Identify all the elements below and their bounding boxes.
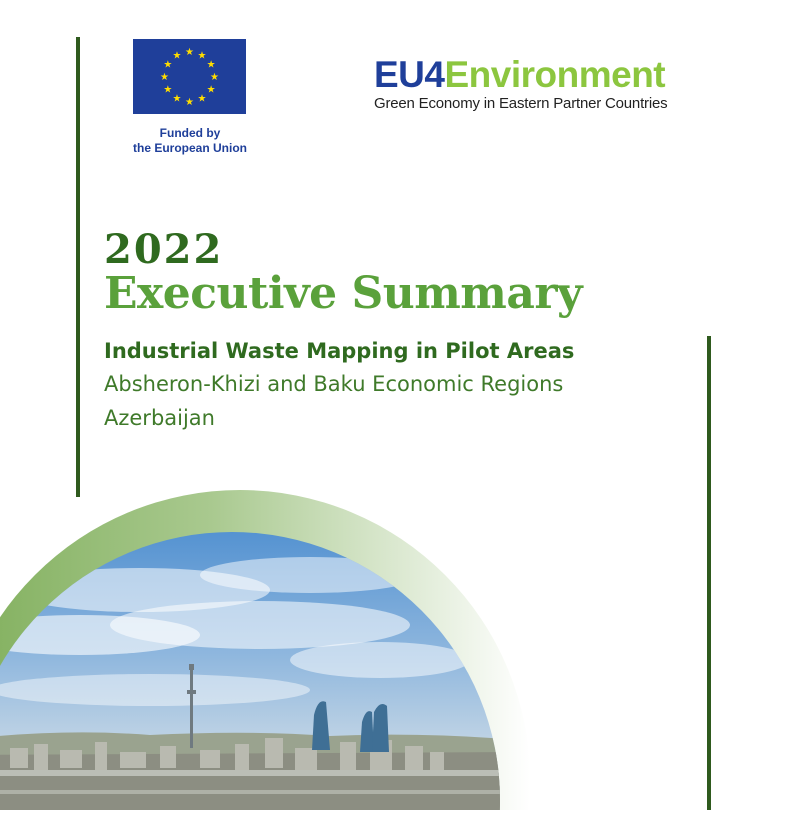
eu-star-icon: ★ (160, 72, 169, 83)
eu-star-icon: ★ (163, 84, 173, 96)
logo-suffix: Environment (444, 54, 666, 95)
report-title: Executive Summary (104, 268, 583, 319)
eu-star-icon: ★ (185, 47, 194, 58)
report-subtitle: Industrial Waste Mapping in Pilot Areas (104, 339, 575, 363)
funded-by-eu-label (120, 126, 260, 156)
region-line-2: Azerbaijan (104, 406, 215, 430)
eu-star-icon: ★ (197, 50, 207, 62)
funded-line-2: the European Union (133, 141, 247, 155)
green-arc-decoration (0, 490, 530, 810)
eu4environment-logo (374, 55, 667, 112)
sky (0, 520, 520, 810)
logo-tagline: Green Economy in Eastern Partner Countries (374, 95, 668, 112)
eu-star-icon: ★ (163, 59, 173, 71)
eu-star-icon: ★ (172, 93, 182, 105)
left-divider-line (76, 37, 80, 497)
eu4environment-wordmark (374, 55, 667, 95)
eu-star-icon: ★ (206, 84, 216, 96)
eu-star-icon: ★ (185, 97, 194, 108)
eu-star-icon: ★ (197, 93, 207, 105)
eu-flag-icon (133, 39, 246, 114)
eu-star-icon: ★ (206, 59, 216, 71)
funded-line-1: Funded by (159, 126, 221, 140)
logo-prefix: EU4 (374, 54, 445, 95)
report-year: 2022 (104, 226, 224, 273)
eu-star-icon: ★ (210, 72, 219, 83)
region-line-1: Absheron-Khizi and Baku Economic Regions (104, 372, 564, 396)
right-divider-line (707, 336, 711, 810)
eu-star-icon: ★ (172, 50, 182, 62)
